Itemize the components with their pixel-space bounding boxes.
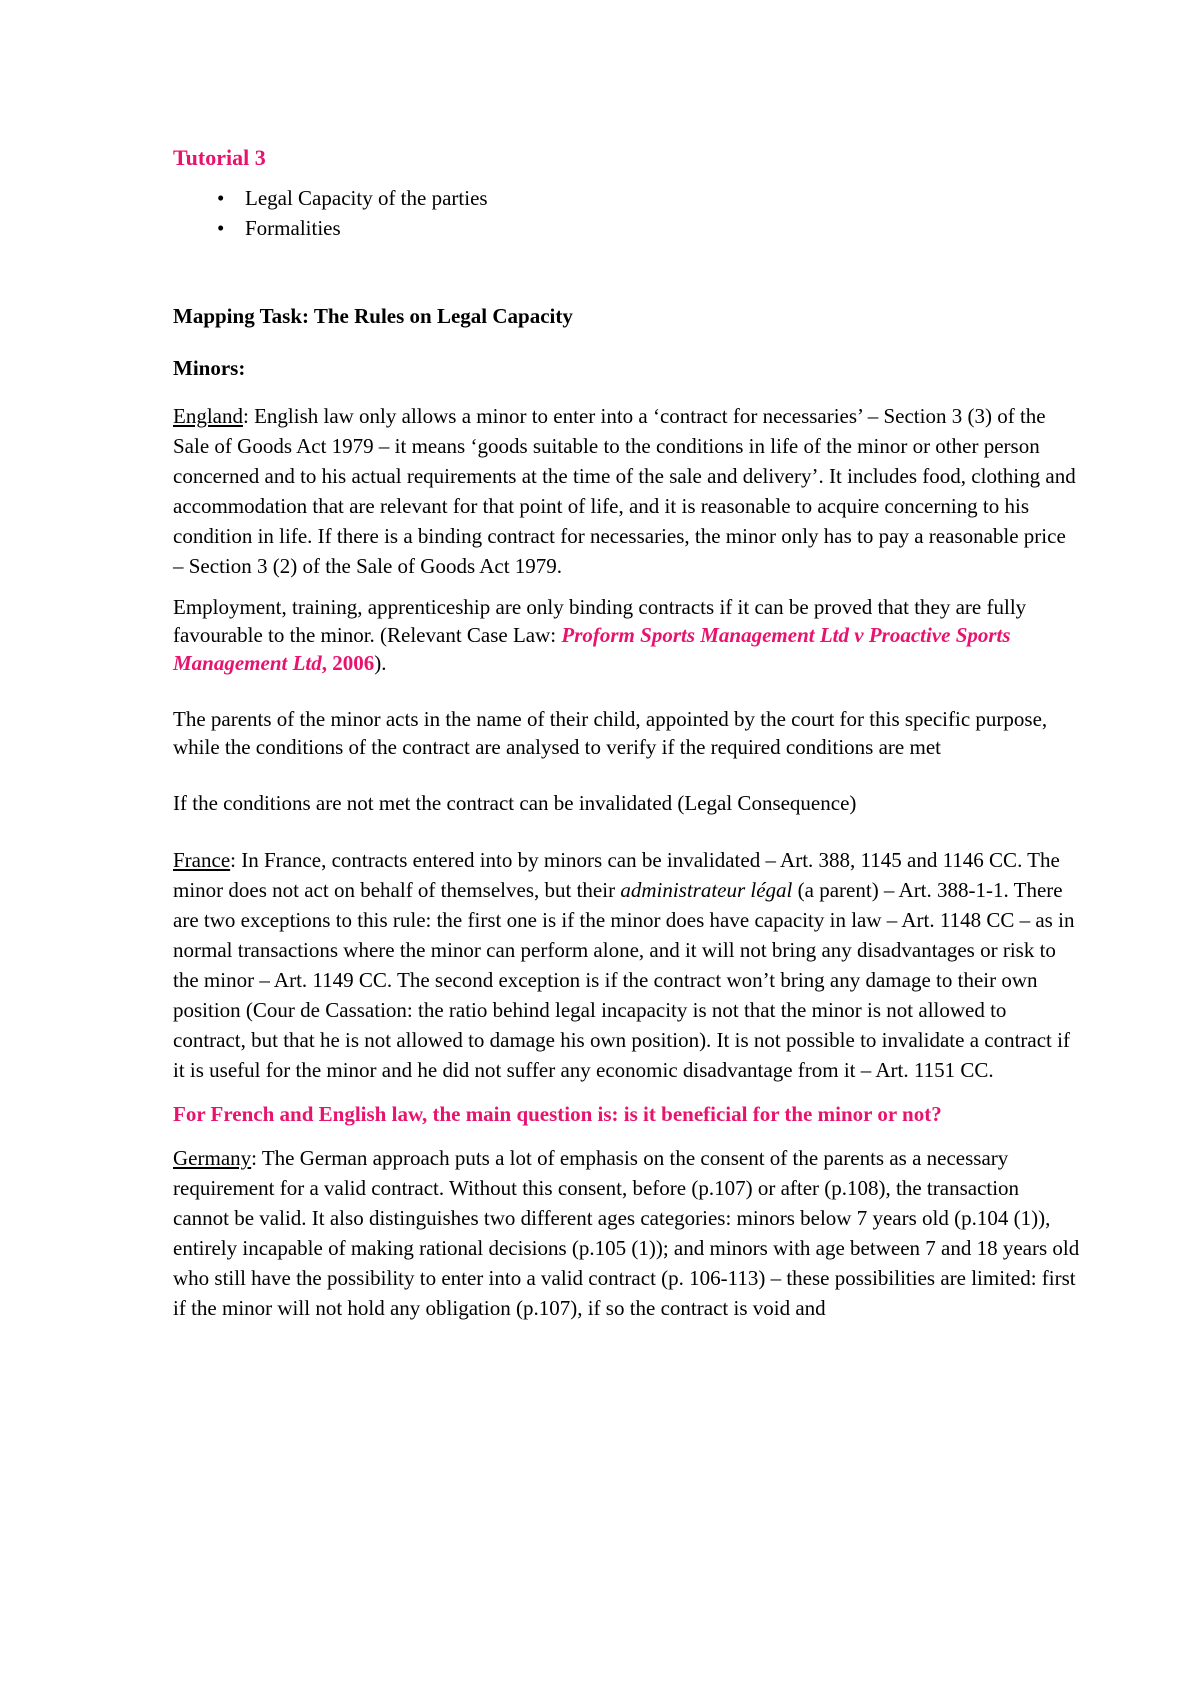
case-year: , 2006	[321, 651, 375, 675]
employment-text: Employment, training, apprenticeship are only binding contracts if it can be proved that they are fully favourable to the minor. (Relevant Case Law:	[173, 595, 1027, 647]
bullet-icon: •	[217, 186, 225, 210]
employment-text-end: ).	[374, 651, 387, 675]
employment-paragraph	[173, 593, 1080, 677]
germany-label: Germany	[173, 1146, 252, 1170]
france-label: France	[173, 848, 231, 872]
list-item	[217, 183, 1080, 213]
england-text: : English law only allows a minor to enter into a ‘contract for necessaries’ – Section 3 (3) of the Sale of Goods Act 1979 – it means ‘goods suitable to the conditions in life of the minor or other person concerned and to his actual requirements at the time of the sale and delivery’. It includes food, clothing and accommodation that are relevant for that point of life, and it is reasonable to acquire concerning to his condition in life. If there is a binding contract for necessaries, the minor only has to pay a reasonable price – Section 3 (2) of the Sale of Goods Act 1979.	[173, 404, 1076, 578]
england-paragraph	[173, 401, 1080, 581]
topic-label: Legal Capacity of the parties	[245, 186, 488, 210]
main-question: For French and English law, the main question is: is it beneficial for the minor or not?	[173, 1102, 942, 1126]
germany-paragraph	[173, 1143, 1080, 1323]
germany-text: : The German approach puts a lot of emphasis on the consent of the parents as a necessary requirement for a valid contract. Without this consent, before (p.107) or after (p.108), the transaction cannot be valid. It also distinguishes two different ages categories: minors below 7 years old (p.104 (1)), entirely incapable of making rational decisions (p.105 (1)); and minors with age between 7 and 18 years old who still have the possibility to enter into a valid contract (p. 106-113) – these possibilities are limited: first if the minor will not hold any obligation (p.107), if so the contract is void and	[173, 1146, 1080, 1320]
bullet-icon: •	[217, 216, 225, 240]
minors-heading: Minors:	[173, 356, 246, 380]
document-title: Tutorial 3	[173, 145, 266, 170]
france-text-continued: (a parent) – Art. 388-1-1. There are two exceptions to this rule: the first one is if the minor does have capacity in law – Art. 1148 CC – as in normal transactions where the minor can perform alone, and it will not bring any disadvantages or risk to the minor – Art. 1149 CC. The second exception is if the contract won’t bring any damage to their own position (Cour de Cassation: the ratio behind legal incapacity is not that the minor is not allowed to contract, but that he is not allowed to damage his own position). It is not possible to invalidate a contract if it is useful for the minor and he did not suffer any economic disadvantage from it – Art. 1151 CC.	[173, 878, 1075, 1082]
italic-term: administrateur légal	[620, 878, 793, 902]
england-label: England	[173, 404, 243, 428]
france-paragraph	[173, 845, 1080, 1085]
topic-list	[173, 183, 1080, 243]
list-item	[217, 213, 1080, 243]
invalidated-paragraph: If the conditions are not met the contract can be invalidated (Legal Consequence)	[173, 791, 857, 815]
mapping-task-heading: Mapping Task: The Rules on Legal Capacity	[173, 304, 573, 328]
topic-label: Formalities	[245, 216, 341, 240]
case-name: Proform Sports Management Ltd v Proactive Sports Management Ltd	[173, 623, 1011, 675]
parents-paragraph: The parents of the minor acts in the name of their child, appointed by the court for this specific purpose, while the conditions of the contract are analysed to verify if the required conditions are met	[173, 707, 1048, 759]
france-text: : In France, contracts entered into by minors can be invalidated – Art. 388, 1145 and 1146 CC. The minor does not act on behalf of themselves, but their	[173, 848, 1060, 902]
